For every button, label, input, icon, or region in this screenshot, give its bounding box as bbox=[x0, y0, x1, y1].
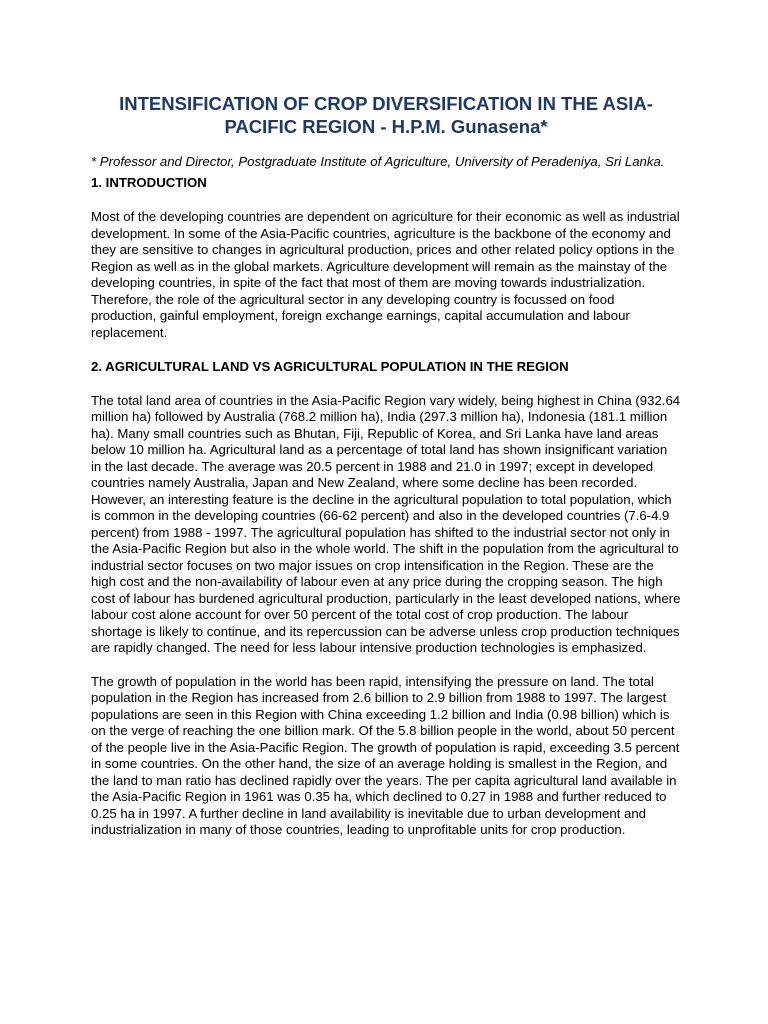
section-heading-introduction: 1. INTRODUCTION bbox=[91, 174, 207, 190]
author-affiliation: * Professor and Director, Postgraduate Institute of Agriculture, University of Peradeniya, Sri Lanka. bbox=[91, 154, 665, 169]
document-page bbox=[91, 92, 681, 839]
document-title: INTENSIFICATION OF CROP DIVERSIFICATION IN THE ASIA-PACIFIC REGION - H.P.M. Gunasena* bbox=[119, 93, 653, 137]
paragraph-population-growth: The growth of population in the world has been rapid, intensifying the pressure on land. The total population in the Region has increased from 2.6 billion to 2.9 billion from 1988 to 1997. The largest populations are seen in this Region with China exceeding 1.2 billion and India (0.98 billion) which is on the verge of reaching the one billion mark. Of the 5.8 billion people in the world, about 50 percent of the people live in the Asia-Pacific Region. The growth of population is rapid, exceeding 3.5 percent in some countries. On the other hand, the size of an average holding is smallest in the Region, and the land to man ratio has declined rapidly over the years. The per capita agricultural land available in the Asia-Pacific Region in 1961 was 0.35 ha, which declined to 0.27 in 1988 and further reduced to 0.25 ha in 1997. A further decline in land availability is inevitable due to urban development and industrialization in many of those countries, leading to unprofitable units for crop production. bbox=[91, 673, 680, 837]
paragraph-land-area: The total land area of countries in the Asia-Pacific Region vary widely, being highest in China (932.64 million ha) followed by Australia (768.2 million ha), India (297.3 million ha), Indonesia (181.1 million ha). Many small countries such as Bhutan, Fiji, Republic of Korea, and Sri Lanka have land areas below 10 million ha. Agricultural land as a percentage of total land has shown insignificant variation in the last decade. The average was 20.5 percent in 1988 and 21.0 in 1997; except in developed countries namely Australia, Japan and New Zealand, where some decline has been recorded. However, an interesting feature is the decline in the agricultural population to total population, which is common in the developing countries (66-62 percent) and also in the developed countries (7.6-4.9 percent) from 1988 - 1997. The agricultural population has shifted to the industrial sector not only in the Asia-Pacific Region but also in the whole world. The shift in the population from the agricultural to industrial sector focuses on two major issues on crop intensification in the Region. These are the high cost and the non-availability of labour even at any price during the cropping season. The high cost of labour has burdened agricultural production, particularly in the least developed nations, where labour cost alone account for over 50 percent of the total cost of crop production. The labour shortage is likely to continue, and its repercussion can be adverse unless crop production techniques are rapidly changed. The need for less labour intensive production technologies is emphasized. bbox=[91, 392, 681, 655]
section-heading-land-vs-population: 2. AGRICULTURAL LAND VS AGRICULTURAL POPULATION IN THE REGION bbox=[91, 359, 569, 374]
paragraph-introduction: Most of the developing countries are dependent on agriculture for their economic as well as industrial development. In some of the Asia-Pacific countries, agriculture is the backbone of the economy and they are sensitive to changes in agricultural production, prices and other related policy options in the Region as well as in the global markets. Agriculture development will remain as the mainstay of the developing countries, in spite of the fact that most of them are moving towards industrialization. Therefore, the role of the agricultural sector in any developing country is focussed on food production, gainful employment, foreign exchange earnings, capital accumulation and labour replacement. bbox=[91, 209, 680, 340]
